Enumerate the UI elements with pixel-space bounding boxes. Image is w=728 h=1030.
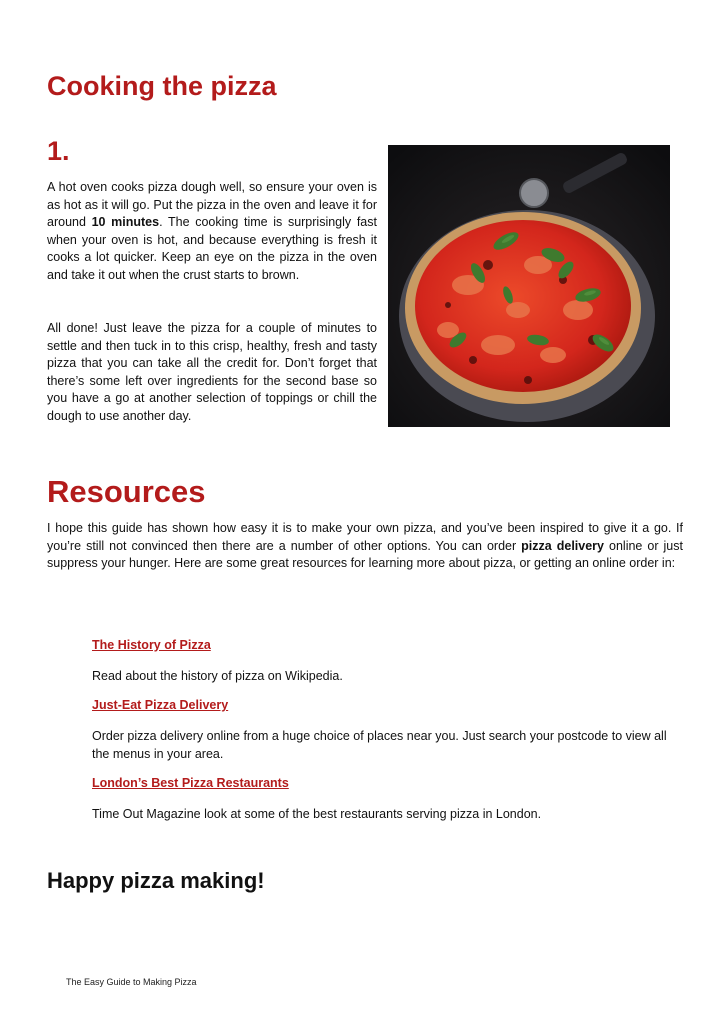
link-description: Read about the history of pizza on Wikipedia. xyxy=(92,669,343,683)
instruction-paragraph-2: All done! Just leave the pizza for a couple of minutes to settle and then tuck in to this crisp, healthy, fresh and tasty pizza that you can take all the credit for. Don’t forget that there’s some left over ingredients for the second base so you have a go at another selection of toppings or chill the dough to use another day. xyxy=(47,321,377,423)
resources-intro-start: I hope this guide has shown how easy it is to make your own pizza, and you’ve been inspired to give it a go. If you’re still not convinced then there are a number of other options. You can order xyxy=(47,521,683,553)
resources-intro xyxy=(47,520,683,573)
link-description: Time Out Magazine look at some of the best restaurants serving pizza in London. xyxy=(92,807,542,821)
resources-intro-end: online or just suppress your hunger. Here are some great resources for learning more about pizza, or getting an online order in: xyxy=(47,538,683,570)
pizza-illustration xyxy=(388,145,670,427)
step-number: 1. xyxy=(47,136,70,166)
link-history-of-pizza[interactable]: The History of Pizza xyxy=(92,638,211,652)
instruction-text-start: A hot oven cooks pizza dough well, so ensure your oven is as hot as it will go. Put the pizza in the oven and leave it for around xyxy=(47,180,377,229)
link-just-eat-pizza-delivery[interactable]: Just-Eat Pizza Delivery xyxy=(92,698,229,712)
instruction-paragraph-1 xyxy=(47,179,377,284)
section-title: Cooking the pizza xyxy=(47,71,277,101)
instruction-text-end: . The cooking time is surprisingly fast when your oven is hot, and because everything is fresh it cooks a lot quicker. Keep an eye on the pizza in the oven and take it out when the crust starts to brown. xyxy=(47,215,377,282)
resources-heading: Resources xyxy=(47,474,206,509)
cooking-time: 10 minutes xyxy=(91,215,160,229)
link-description: Order pizza delivery online from a huge choice of places near you. Just search your postcode to view all the menus in your area. xyxy=(92,729,667,761)
pizza-photo xyxy=(388,145,670,427)
page-footer: The Easy Guide to Making Pizza xyxy=(66,977,197,987)
pizza-delivery-bold: pizza delivery xyxy=(521,538,604,553)
closing-heading: Happy pizza making! xyxy=(47,868,265,893)
link-londons-best-pizza-restaurants[interactable]: London’s Best Pizza Restaurants xyxy=(92,776,289,790)
